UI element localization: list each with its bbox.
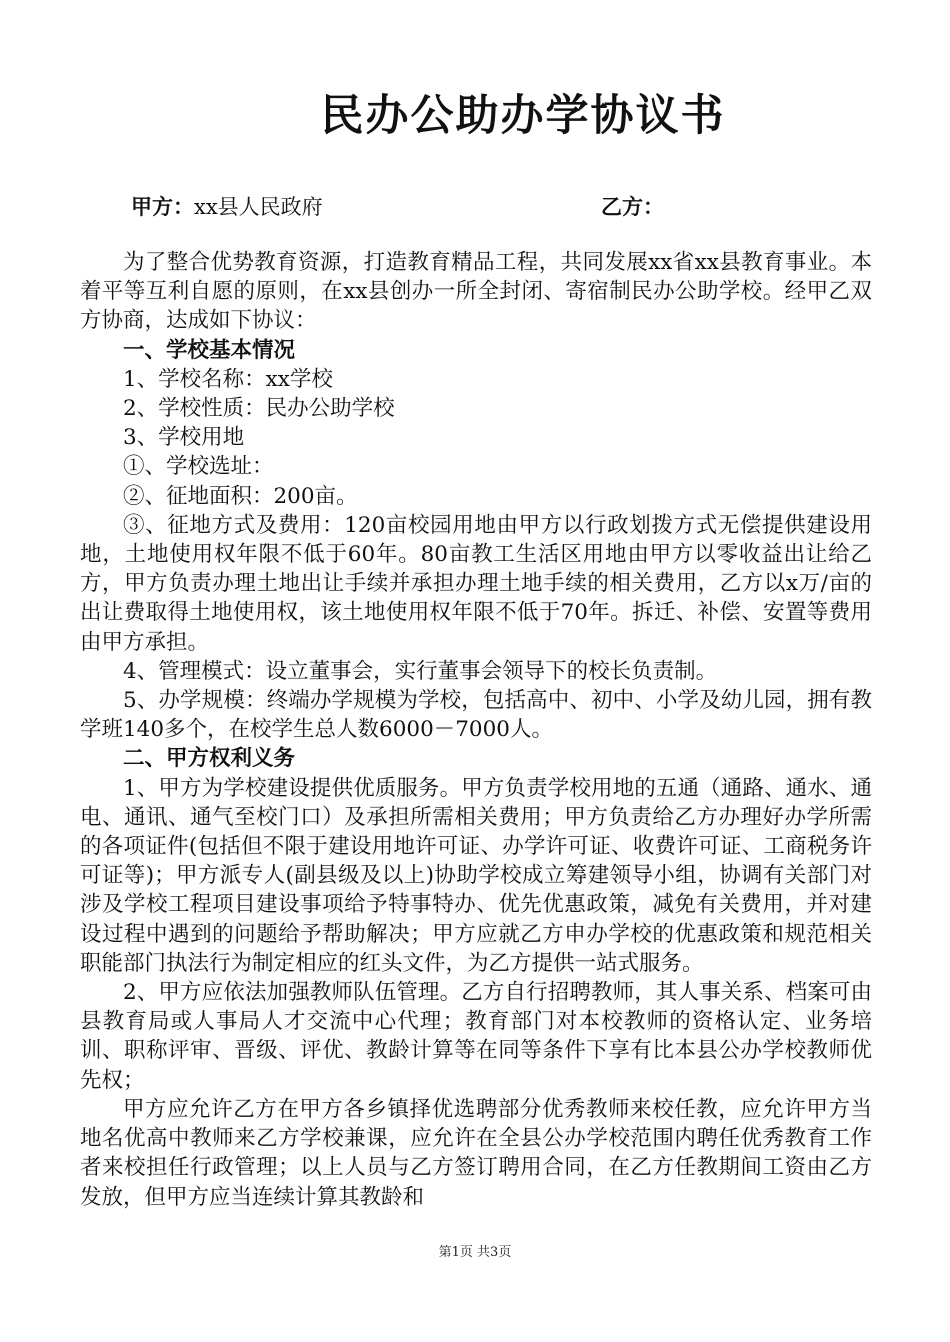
intro-paragraph: 为了整合优势教育资源，打造教育精品工程，共同发展xx省xx县教育事业。本着平等互利自愿的原则，在xx县创办一所全封闭、寄宿制民办公助学校。经甲乙双方协商，达成如下协议： xyxy=(80,250,872,334)
paragraph-management: 4、管理模式：设立董事会，实行董事会领导下的校长负责制。 xyxy=(123,658,718,684)
paragraph-party-a-service: 1、甲方为学校建设提供优质服务。甲方负责学校用地的五通（通路、通水、通电、通讯、通气至校门口）及承担所需相关费用；甲方负责给乙方办理好办学所需的各项证件(包括但不限于建设用地许可证、办学许可证、收费许可证、工商税务许可证等)；甲方派专人(副县级及以上)协助学校成立筹建领导小组，协调有关部门对涉及学校工程项目建设事项给予特事特办、优先优惠政策，减免有关费用，并对建设过程中遇到的问题给予帮助解决；甲方应就乙方申办学校的优惠政策和规范相关职能部门执法行为制定相应的红头文件，为乙方提供一站式服务。 xyxy=(80,775,872,976)
page-footer: 第1页 共3页 xyxy=(438,1245,512,1260)
document-title: 民办公助办学协议书 xyxy=(320,91,726,141)
section-heading-school-info: 一、学校基本情况 xyxy=(123,337,296,363)
paragraph-land-area: ②、征地面积：200亩。 xyxy=(123,483,358,509)
parties-row xyxy=(0,192,950,222)
section-heading-party-a-rights: 二、甲方权利义务 xyxy=(123,746,296,772)
paragraph-party-a-recruitment: 甲方应允许乙方在甲方各乡镇择优选聘部分优秀教师来校任教，应允许甲方当地名优高中教师来乙方学校兼课，应允许在全县公办学校范围内聘任优秀教育工作者来校担任行政管理；以上人员与乙方签订聘用合同，在乙方任教期间工资由乙方发放，但甲方应当连续计算其教龄和 xyxy=(80,1096,872,1210)
party-a xyxy=(131,192,323,222)
party-b xyxy=(601,192,664,222)
paragraph-party-a-teachers: 2、甲方应依法加强教师队伍管理。乙方自行招聘教师，其人事关系、档案可由县教育局或人事局人才交流中心代理；教育部门对本校教师的资格认定、业务培训、职称评审、晋级、评优、教龄计算等在同等条件下享有比本县公办学校教师优先权； xyxy=(80,980,872,1093)
paragraph-school-name: 1、学校名称：xx学校 xyxy=(123,366,333,392)
document-body xyxy=(80,248,872,1212)
paragraph-land-method: ③、征地方式及费用：120亩校园用地由甲方以行政划拨方式无偿提供建设用地，土地使用权年限不低于60年。80亩教工生活区用地由甲方以零收益出让给乙方，甲方负责办理土地出让手续并承担办理土地手续的相关费用，乙方以x万/亩的出让费取得土地使用权，该土地使用权年限不低于70年。拆迁、补偿、安置等费用由甲方承担。 xyxy=(80,512,872,655)
party-b-label: 乙方： xyxy=(601,195,664,219)
paragraph-school-nature: 2、学校性质：民办公助学校 xyxy=(123,396,395,422)
party-a-value: xx县人民政府 xyxy=(194,195,323,219)
paragraph-school-land: 3、学校用地 xyxy=(123,425,245,451)
paragraph-scale: 5、办学规模：终端办学规模为学校，包括高中、初中、小学及幼儿园，拥有教学班140多个，在校学生总人数6000－7000人。 xyxy=(80,688,872,743)
party-a-label: 甲方： xyxy=(131,195,194,219)
paragraph-site: ①、学校选址： xyxy=(123,454,274,480)
